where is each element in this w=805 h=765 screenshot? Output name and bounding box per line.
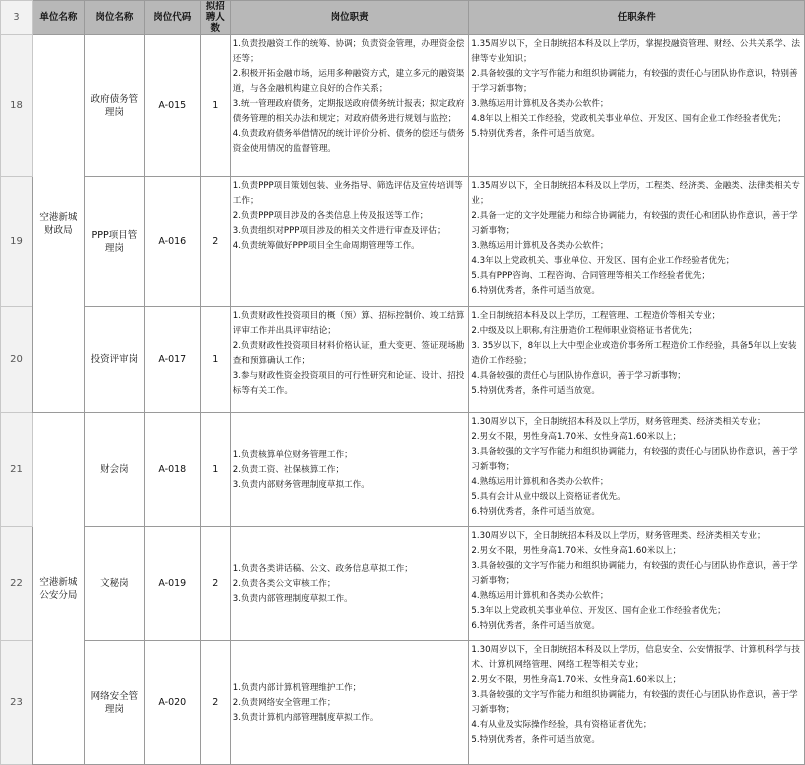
row-header-20[interactable]: 20 (1, 307, 33, 413)
count-cell[interactable]: 1 (200, 413, 230, 527)
duty-line: 3.统一管理政府债务，定期报送政府债务统计报表；拟定政府债务管理的相关办法和规定；对政府债务进行规划与监控； (232, 99, 465, 124)
req-line: 1.30周岁以下，全日制统招本科及以上学历，财务管理类、经济类相关专业； (471, 417, 766, 427)
table-row (1, 307, 805, 413)
duty-line: 4.负责政府债务举借情况的统计评价分析、债务的偿还与债务资金使用情况的监督管理。 (232, 129, 465, 154)
row-header-22[interactable]: 22 (1, 527, 33, 641)
header-position[interactable]: 岗位名称 (84, 1, 144, 35)
header-count[interactable]: 拟招聘人数 (200, 1, 230, 35)
req-line: 6.特别优秀者，条件可适当放宽。 (471, 286, 600, 296)
req-line: 4.3年以上党政机关、事业单位、开发区、国有企业工作经验者优先； (471, 256, 735, 266)
req-line: 5.具有会计从业中级以上资格证者优先。 (471, 492, 626, 502)
duty-line: 1.负责投融资工作的统筹、协调；负责资金管理，办理资金偿还等； (232, 39, 465, 64)
duties-cell[interactable] (230, 307, 469, 413)
req-line: 3.具备较强的文字写作能力和组织协调能力，有较强的责任心与团队协作意识，善于学习新事物； (471, 690, 798, 715)
duty-line: 1.负责核算单位财务管理工作； (232, 450, 353, 460)
count-cell[interactable]: 2 (200, 527, 230, 641)
header-row (1, 1, 805, 35)
header-code[interactable]: 岗位代码 (144, 1, 200, 35)
req-line: 3.熟练运用计算机及各类办公软件； (471, 99, 609, 109)
position-cell[interactable]: 财会岗 (84, 413, 144, 527)
req-line: 1.30周岁以下，全日制统招本科及以上学历，信息安全、公安情报学、计算机科学与技术、计算机网络管理、网络工程等相关专业； (471, 645, 800, 670)
code-cell[interactable]: A-019 (144, 527, 200, 641)
row-header-21[interactable]: 21 (1, 413, 33, 527)
req-line: 2.男女不限，男性身高1.70米、女性身高1.60米以上； (471, 432, 682, 442)
req-line: 3. 35岁以下，8年以上大中型企业或造价事务所工程造价工作经验，具备5年以上安装造价工作经验； (471, 341, 797, 366)
req-line: 4.具备较强的责任心与团队协作意识，善于学习新事物； (471, 371, 686, 381)
req-line: 4.有从业及实际操作经验，具有资格证者优先； (471, 720, 652, 730)
req-line: 2.具备一定的文字处理能力和综合协调能力，有较强的责任心和团队协作意识，善于学习新事物； (471, 211, 798, 236)
table-row (1, 641, 805, 765)
duty-line: 3.负责计算机内部管理制度草拟工作。 (232, 713, 379, 723)
requirements-cell[interactable] (469, 35, 805, 177)
req-line: 6.特别优秀者，条件可适当放宽。 (471, 507, 600, 517)
req-line: 2.男女不限，男性身高1.70米、女性身高1.60米以上； (471, 675, 682, 685)
code-cell[interactable]: A-018 (144, 413, 200, 527)
req-line: 1.30周岁以下，全日制统招本科及以上学历，财务管理类、经济类相关专业； (471, 531, 766, 541)
table-row (1, 413, 805, 527)
duty-line: 2.负责网络安全管理工作； (232, 698, 336, 708)
code-cell[interactable]: A-016 (144, 177, 200, 307)
position-cell[interactable]: 文秘岗 (84, 527, 144, 641)
unit-cell[interactable]: 空港新城公安分局 (32, 413, 84, 765)
duty-line: 3.负责内部财务管理制度草拟工作。 (232, 480, 370, 490)
requirements-cell[interactable] (469, 413, 805, 527)
position-cell[interactable]: 网络安全管理岗 (84, 641, 144, 765)
table-row (1, 527, 805, 641)
count-cell[interactable]: 1 (200, 35, 230, 177)
table-row (1, 177, 805, 307)
req-line: 1.35周岁以下，全日制统招本科及以上学历，工程类、经济类、金融类、法律类相关专业； (471, 181, 800, 206)
header-unit[interactable]: 单位名称 (32, 1, 84, 35)
req-line: 2.中级及以上职称,有注册造价工程师职业资格证书者优先； (471, 326, 698, 336)
row-header-23[interactable]: 23 (1, 641, 33, 765)
requirements-cell[interactable] (469, 307, 805, 413)
duty-line: 2.负责各类公文审核工作； (232, 579, 336, 589)
duty-line: 3.负责内部管理制度草拟工作。 (232, 594, 353, 604)
duty-line: 2.积极开拓金融市场，运用多种融资方式，建立多元的融资渠道，与各金融机构建立良好的合作关系； (232, 69, 465, 94)
req-line: 1.全日制统招本科及以上学历，工程管理、工程造价等相关专业； (471, 311, 721, 321)
duty-line: 2.负责PPP项目涉及的各类信息上传及报送等工作； (232, 211, 429, 221)
req-line: 3.熟练运用计算机及各类办公软件； (471, 241, 609, 251)
duties-cell[interactable] (230, 177, 469, 307)
requirements-cell[interactable] (469, 641, 805, 765)
duty-line: 3.负责组织对PPP项目涉及的相关文件进行审查及评估； (232, 226, 446, 236)
row-header-19[interactable]: 19 (1, 177, 33, 307)
code-cell[interactable]: A-020 (144, 641, 200, 765)
count-cell[interactable]: 2 (200, 641, 230, 765)
duty-line: 1.负责财政性投资项目的概（预）算、招标控制价、竣工结算评审工作并出具评审结论； (232, 311, 465, 336)
duties-cell[interactable] (230, 35, 469, 177)
duty-line: 3.参与财政性资金投资项目的可行性研究和论证、设计、招投标等有关工作。 (232, 371, 465, 396)
duty-line: 1.负责PPP项目策划包装、业务指导、筛选评估及宣传培训等工作； (232, 181, 463, 206)
duty-line: 4.负责统筹做好PPP项目全生命周期管理等工作。 (232, 241, 420, 251)
count-cell[interactable]: 1 (200, 307, 230, 413)
req-line: 2.具备较强的文字写作能力和组织协调能力，有较强的责任心与团队协作意识，特别善于学习新事物； (471, 69, 798, 94)
req-line: 1.35周岁以下，全日制统招本科及以上学历，掌握投融资管理、财经、公共关系学、法律等专业知识； (471, 39, 800, 64)
code-cell[interactable]: A-017 (144, 307, 200, 413)
duty-line: 2.负责工资、社保核算工作； (232, 465, 345, 475)
count-cell[interactable]: 2 (200, 177, 230, 307)
position-cell[interactable]: 投资评审岗 (84, 307, 144, 413)
table-row (1, 35, 805, 177)
duty-line: 1.负责各类讲话稿、公文、政务信息草拟工作； (232, 564, 413, 574)
duties-cell[interactable] (230, 641, 469, 765)
code-cell[interactable]: A-015 (144, 35, 200, 177)
duties-cell[interactable] (230, 527, 469, 641)
req-line: 4.熟练运用计算机和各类办公软件； (471, 477, 609, 487)
duty-line: 2.负责财政性投资项目材料价格认证，重大变更、签证现场勘查和预算确认工作； (232, 341, 465, 366)
req-line: 5.特别优秀者，条件可适当放宽。 (471, 735, 600, 745)
req-line: 4.熟练运用计算机和各类办公软件； (471, 591, 609, 601)
req-line: 5.具有PPP咨询、工程咨询、合同管理等相关工作经验者优先； (471, 271, 711, 281)
requirements-cell[interactable] (469, 527, 805, 641)
req-line: 5.特别优秀者，条件可适当放宽。 (471, 129, 600, 139)
unit-cell[interactable]: 空港新城财政局 (32, 35, 84, 413)
req-line: 5.特别优秀者，条件可适当放宽。 (471, 386, 600, 396)
header-requirements[interactable]: 任职条件 (469, 1, 805, 35)
req-line: 2.男女不限，男性身高1.70米、女性身高1.60米以上； (471, 546, 682, 556)
req-line: 5.3年以上党政机关事业单位、开发区、国有企业工作经验者优先； (471, 606, 726, 616)
header-duties[interactable]: 岗位职责 (230, 1, 469, 35)
req-line: 6.特别优秀者，条件可适当放宽。 (471, 621, 600, 631)
duty-line: 1.负责内部计算机管理维护工作； (232, 683, 362, 693)
requirements-cell[interactable] (469, 177, 805, 307)
row-header-18[interactable]: 18 (1, 35, 33, 177)
row-header-3[interactable]: 3 (1, 1, 33, 35)
req-line: 3.具备较强的文字写作能力和组织协调能力，有较强的责任心与团队协作意识，善于学习新事物； (471, 447, 798, 472)
req-line: 3.具备较强的文字写作能力和组织协调能力，有较强的责任心与团队协作意识，善于学习新事物； (471, 561, 798, 586)
duties-cell[interactable] (230, 413, 469, 527)
position-cell[interactable]: PPP项目管理岗 (84, 177, 144, 307)
position-cell[interactable]: 政府债务管理岗 (84, 35, 144, 177)
req-line: 4.8年以上相关工作经验，党政机关事业单位、开发区、国有企业工作经验者优先； (471, 114, 786, 124)
